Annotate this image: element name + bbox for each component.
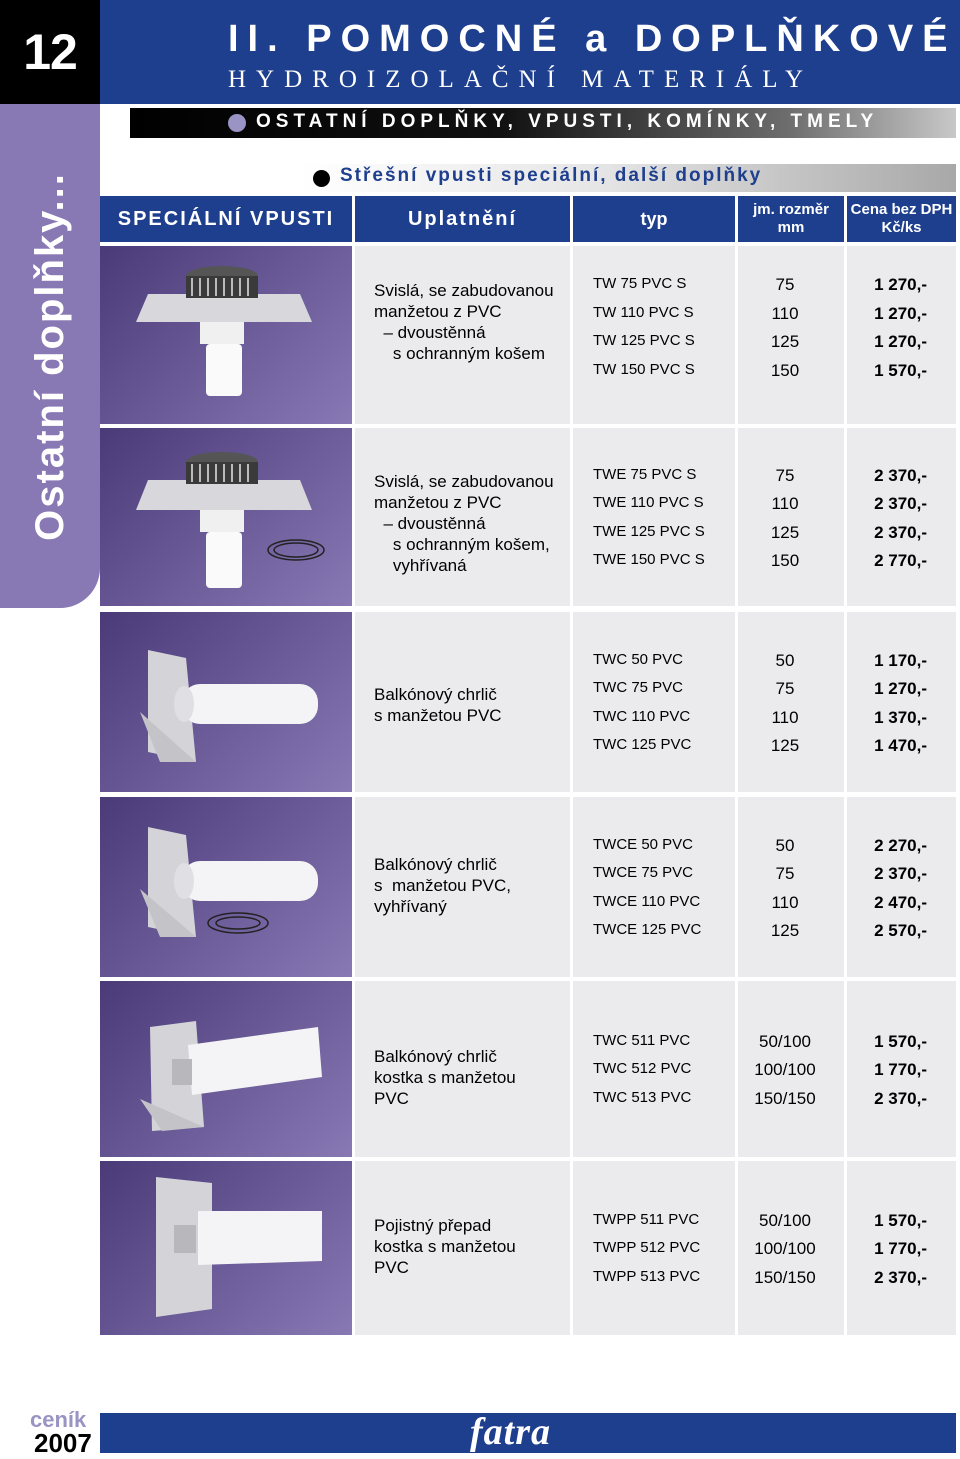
product-price: 2 370,- [874, 1268, 927, 1287]
header-label: jm. rozměr [753, 201, 829, 218]
row-description: Balkónový chrlič s manžetou PVC [374, 685, 502, 725]
product-dimension: 50 [775, 836, 795, 855]
product-dimension: 110 [771, 304, 799, 323]
product-dimension: 150/150 [754, 1089, 816, 1108]
product-price: 1 470,- [874, 736, 927, 755]
product-image-tw [100, 246, 352, 424]
product-dimension: 100/100 [754, 1239, 816, 1258]
product-price: 1 170,- [874, 651, 927, 670]
square-spout-icon [100, 981, 352, 1157]
header-cena [847, 196, 956, 242]
product-type: TWC 110 PVC [593, 708, 691, 725]
product-type: TWCE 75 PVC [593, 864, 694, 881]
product-dimension: 125 [770, 332, 800, 351]
product-type: TWE 110 PVC S [593, 494, 704, 511]
fatra-logo: fatra [470, 1411, 551, 1453]
product-price: 2 370,- [874, 1089, 927, 1108]
product-type: TW 150 PVC S [593, 361, 695, 378]
product-type: TWCE 110 PVC [593, 893, 701, 910]
product-price: 2 370,- [874, 864, 927, 883]
product-type: TWE 75 PVC S [593, 466, 697, 483]
row-price-cell [847, 797, 956, 977]
product-image-twe [100, 428, 352, 606]
product-image-twc-kostka [100, 981, 352, 1157]
subcategory-title: Střešní vpusti speciální, další doplňky [340, 165, 763, 186]
product-price: 1 770,- [874, 1239, 927, 1258]
product-dimension: 50/100 [759, 1032, 811, 1051]
heated-balcony-spout-icon [100, 797, 352, 977]
product-image-twc [100, 612, 352, 792]
footer-cenik: ceník [30, 1407, 87, 1432]
bullet-icon [228, 114, 246, 132]
product-price: 1 770,- [874, 1060, 927, 1079]
product-dimension: 150/150 [754, 1268, 816, 1287]
product-dimension: 75 [775, 466, 795, 485]
product-dimension: 50 [775, 651, 795, 670]
product-type: TWC 511 PVC [593, 1032, 691, 1049]
product-dimension: 50/100 [759, 1211, 811, 1230]
header-special-vpusti [100, 196, 352, 242]
page-number: 12 [0, 0, 100, 104]
product-price: 1 270,- [874, 679, 927, 698]
product-type: TWPP 512 PVC [593, 1239, 701, 1256]
product-price: 1 370,- [874, 708, 927, 727]
heated-roof-drain-icon [100, 428, 352, 606]
header-label: typ [640, 209, 668, 229]
category-title: OSTATNÍ DOPLŇKY, VPUSTI, KOMÍNKY, TMELY [256, 111, 879, 132]
header-rozmer [738, 196, 844, 242]
product-type: TWC 512 PVC [593, 1060, 692, 1077]
product-image-twpp [100, 1161, 352, 1335]
product-dimension: 125 [770, 921, 800, 940]
row-description: Balkónový chrlič kostka s manžetou PVC [374, 1047, 516, 1108]
product-dimension: 75 [775, 864, 795, 883]
row-price-cell [847, 612, 956, 792]
product-type: TWPP 513 PVC [593, 1268, 701, 1285]
row-type-cell [573, 797, 735, 977]
product-image-twce [100, 797, 352, 977]
product-type: TW 75 PVC S [593, 275, 687, 292]
product-price: 1 570,- [874, 1211, 927, 1230]
product-type: TWPP 511 PVC [593, 1211, 700, 1228]
footer-year: 2007 [34, 1428, 92, 1458]
row-description: Svislá, se zabudovanou manžetou z PVC – dvoustěnná s ochranným košem [374, 281, 554, 363]
product-dimension: 125 [770, 736, 800, 755]
product-type: TWC 50 PVC [593, 651, 684, 668]
product-type: TWE 125 PVC S [593, 523, 705, 540]
row-type-cell [573, 428, 735, 606]
product-dimension: 125 [770, 523, 800, 542]
bullet-icon [313, 170, 330, 187]
balcony-spout-icon [100, 612, 352, 792]
product-type: TW 110 PVC S [593, 304, 694, 321]
product-type: TWC 75 PVC [593, 679, 684, 696]
product-price: 1 270,- [874, 304, 927, 323]
product-dimension: 75 [775, 275, 795, 294]
row-type-cell [573, 612, 735, 792]
product-price: 2 470,- [874, 893, 927, 912]
product-type: TWC 125 PVC [593, 736, 692, 753]
product-price: 1 270,- [874, 332, 927, 351]
header-label: Uplatnění [407, 208, 518, 230]
product-type: TWCE 50 PVC [593, 836, 694, 853]
header-uplatneni [355, 196, 570, 242]
product-dimension: 75 [775, 679, 795, 698]
product-price: 2 370,- [874, 494, 927, 513]
product-type: TWE 150 PVC S [593, 551, 705, 568]
product-dimension: 150 [770, 361, 800, 380]
product-type: TWCE 125 PVC [593, 921, 702, 938]
header-label: SPECIÁLNÍ VPUSTI [117, 208, 335, 230]
row-dim-cell [738, 612, 844, 792]
overflow-spout-icon [100, 1161, 352, 1335]
row-price-cell [847, 428, 956, 606]
product-price: 2 570,- [874, 921, 927, 940]
product-price: 1 570,- [874, 361, 927, 380]
page-title: II. POMOCNÉ a DOPLŇKOVÉ [228, 18, 957, 60]
row-dim-cell [738, 797, 844, 977]
row-description: Svislá, se zabudovanou manžetou z PVC – dvoustěnná s ochranným košem, vyhřívaná [374, 472, 554, 575]
roof-drain-icon [100, 246, 352, 424]
header-label: Cena bez DPH [850, 201, 953, 218]
product-price: 2 370,- [874, 523, 927, 542]
product-price: 1 270,- [874, 275, 927, 294]
row-dim-cell [738, 428, 844, 606]
product-price: 1 570,- [874, 1032, 927, 1051]
product-price: 2 770,- [874, 551, 927, 570]
header-label: Kč/ks [881, 219, 922, 236]
header-typ [573, 196, 735, 242]
product-dimension: 100/100 [754, 1060, 816, 1079]
product-type: TW 125 PVC S [593, 332, 695, 349]
row-description: Pojistný přepad kostka s manžetou PVC [374, 1216, 516, 1277]
header-label: mm [777, 219, 805, 236]
product-price: 2 370,- [874, 466, 927, 485]
page-subtitle: HYDROIZOLAČNÍ MATERIÁLY [228, 66, 814, 93]
product-dimension: 110 [771, 708, 799, 727]
side-tab-label: Ostatní doplňky... [27, 171, 72, 541]
product-dimension: 110 [771, 893, 799, 912]
product-dimension: 110 [771, 494, 799, 513]
product-dimension: 150 [770, 551, 800, 570]
product-type: TWC 513 PVC [593, 1089, 692, 1106]
product-price: 2 270,- [874, 836, 927, 855]
row-description: Balkónový chrlič s manžetou PVC, vyhřívaný [374, 855, 512, 916]
side-tab-label-wrap [0, 104, 100, 608]
